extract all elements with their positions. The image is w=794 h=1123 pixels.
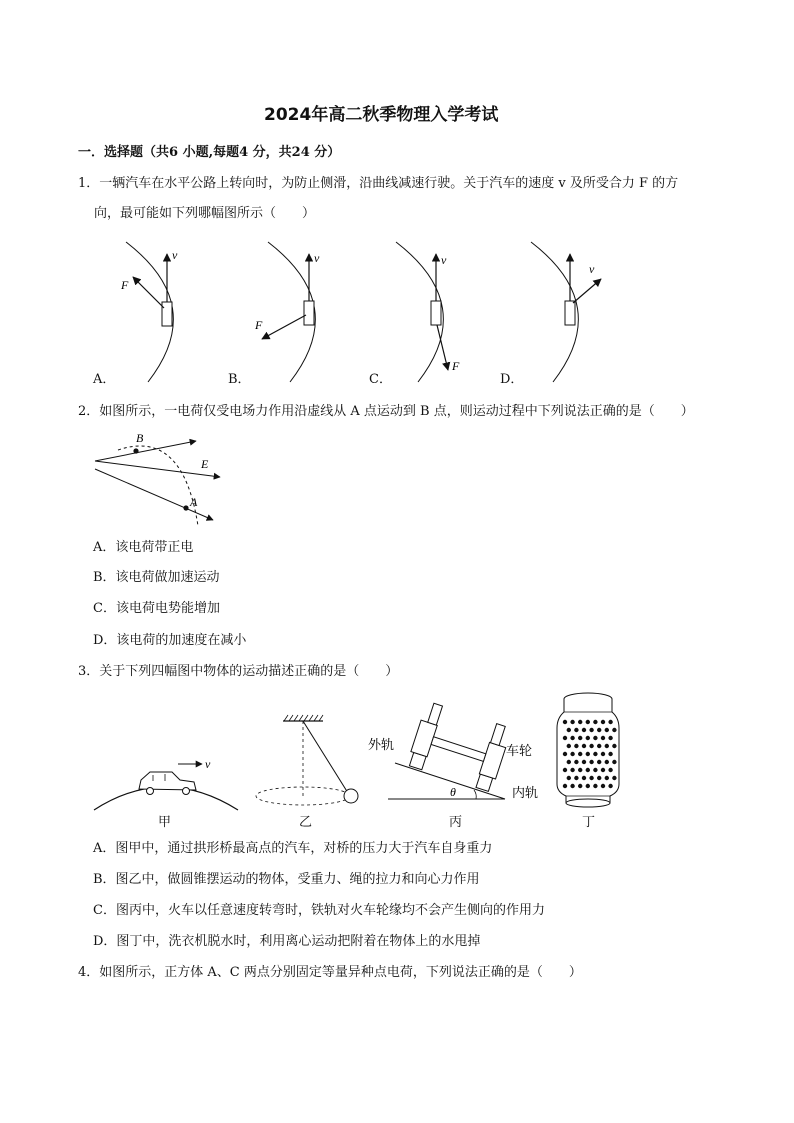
question-3-option-d: D．图丁中，洗衣机脱水时，利用离心运动把附着在物体上的水甩掉 bbox=[93, 934, 481, 949]
q1-c-car bbox=[431, 301, 441, 325]
drum-hole bbox=[567, 744, 571, 748]
q3-caption-ding: 丁 bbox=[582, 815, 596, 830]
drum-hole bbox=[570, 768, 574, 772]
question-3-figures bbox=[80, 685, 640, 835]
drum-hole bbox=[578, 736, 582, 740]
question-1-figures bbox=[0, 230, 794, 430]
drum-hole bbox=[601, 720, 605, 724]
q1-b-car bbox=[304, 301, 314, 325]
drum-hole bbox=[589, 728, 593, 732]
drum-hole bbox=[589, 776, 593, 780]
question-1-option-a: A． bbox=[93, 372, 116, 387]
q1-figure-c bbox=[396, 242, 460, 382]
q1-b-label-f: F bbox=[255, 318, 263, 332]
drum-hole bbox=[608, 736, 612, 740]
drum-hole bbox=[601, 784, 605, 788]
drum-hole bbox=[586, 752, 590, 756]
q1-a-car bbox=[162, 302, 172, 326]
question-3-option-a: A．图甲中，通过拱形桥最高点的汽车，对桥的压力大于汽车自身重力 bbox=[93, 841, 493, 856]
q1-figure-d bbox=[531, 242, 601, 382]
drum-hole bbox=[574, 744, 578, 748]
q1-d-label-v: v bbox=[589, 262, 595, 276]
question-2-stem: 2．如图所示，一电荷仅受电场力作用沿虚线从 A 点运动到 B 点，则运动过程中下列说法正确的是（ ） bbox=[78, 404, 694, 419]
drum-hole bbox=[578, 784, 582, 788]
drum-hole bbox=[563, 784, 567, 788]
drum-hole bbox=[597, 776, 601, 780]
exam-title: 2024年高二秋季物理入学考试 bbox=[264, 105, 499, 125]
drum-hole bbox=[586, 768, 590, 772]
question-1-line-2: 向，最可能如下列哪幅图所示（ ） bbox=[94, 206, 316, 221]
drum-hole bbox=[563, 752, 567, 756]
drum-hole bbox=[612, 776, 616, 780]
question-1-option-b: B． bbox=[228, 372, 251, 387]
q3-car-wheel-front bbox=[183, 788, 190, 795]
drum-hole bbox=[567, 760, 571, 764]
q3-figure-yi bbox=[256, 715, 358, 805]
drum-hole bbox=[593, 752, 597, 756]
drum-hole bbox=[586, 720, 590, 724]
q3-caption-yi: 乙 bbox=[299, 815, 313, 830]
drum-hole bbox=[612, 760, 616, 764]
drum-hole bbox=[574, 776, 578, 780]
drum-hole bbox=[578, 720, 582, 724]
question-3-stem: 3．关于下列四幅图中物体的运动描述正确的是（ ） bbox=[78, 664, 399, 679]
drum-hole bbox=[608, 768, 612, 772]
q1-a-label-v: v bbox=[172, 248, 178, 262]
question-3-option-b: B．图乙中，做圆锥摆运动的物体，受重力、绳的拉力和向心力作用 bbox=[93, 872, 480, 887]
question-1-option-d: D． bbox=[500, 372, 524, 387]
question-2-option-a: A．该电荷带正电 bbox=[93, 540, 194, 555]
drum-hole bbox=[605, 728, 609, 732]
drum-hole bbox=[578, 768, 582, 772]
drum-hole bbox=[608, 720, 612, 724]
drum-hole bbox=[597, 744, 601, 748]
drum-hole bbox=[593, 784, 597, 788]
question-1-option-c: C． bbox=[369, 372, 392, 387]
q3-pendulum-string bbox=[303, 721, 348, 793]
q3-caption-jia: 甲 bbox=[158, 815, 172, 830]
q2-point-b bbox=[133, 448, 138, 453]
drum-hole bbox=[601, 736, 605, 740]
section-heading: 一．选择题（共6 小题,每题4 分，共24 分） bbox=[78, 145, 341, 160]
drum-hole bbox=[567, 776, 571, 780]
drum-hole bbox=[574, 728, 578, 732]
drum-hole bbox=[563, 736, 567, 740]
drum-hole bbox=[605, 776, 609, 780]
drum-hole bbox=[593, 736, 597, 740]
q1-figure-b bbox=[254, 242, 320, 382]
q1-c-label-f: F bbox=[452, 359, 460, 373]
q2-label-a: A bbox=[190, 495, 198, 509]
question-2-figure bbox=[80, 428, 240, 528]
drum-hole bbox=[601, 768, 605, 772]
q1-a-label-f: F bbox=[121, 278, 129, 292]
q3-car-wheel-rear bbox=[147, 788, 154, 795]
question-1-line-1: 1．一辆汽车在水平公路上转向时，为防止侧滑，沿曲线减速行驶。关于汽车的速度 v 及所受合力 F 的方 bbox=[78, 176, 679, 191]
q2-label-e: E bbox=[201, 457, 209, 471]
q3-label-theta: θ bbox=[450, 785, 456, 799]
drum-hole bbox=[586, 784, 590, 788]
q3-figure-bing bbox=[368, 701, 538, 800]
q3-figure-jia bbox=[94, 757, 238, 810]
drum-hole bbox=[582, 744, 586, 748]
drum-hole bbox=[570, 720, 574, 724]
drum-hole bbox=[589, 760, 593, 764]
drum-hole bbox=[570, 736, 574, 740]
drum-hole bbox=[570, 784, 574, 788]
drum-hole bbox=[582, 760, 586, 764]
q1-d-force-arrow bbox=[573, 279, 601, 303]
q3-pendulum-bob bbox=[344, 789, 358, 803]
question-2-option-b: B．该电荷做加速运动 bbox=[93, 570, 220, 585]
drum-hole bbox=[608, 752, 612, 756]
q1-c-label-v: v bbox=[441, 253, 447, 267]
q3-caption-bing: 丙 bbox=[449, 815, 463, 830]
q3-drum-holes bbox=[563, 720, 617, 788]
drum-hole bbox=[589, 744, 593, 748]
drum-hole bbox=[563, 768, 567, 772]
drum-hole bbox=[582, 776, 586, 780]
drum-hole bbox=[586, 736, 590, 740]
drum-hole bbox=[597, 728, 601, 732]
drum-hole bbox=[605, 760, 609, 764]
q1-a-force-arrow bbox=[133, 277, 164, 308]
question-2-option-c: C．该电荷电势能增加 bbox=[93, 601, 220, 616]
drum-hole bbox=[612, 744, 616, 748]
drum-hole bbox=[593, 768, 597, 772]
q1-b-force-arrow bbox=[262, 315, 306, 339]
q3-label-wheel: 车轮 bbox=[506, 743, 533, 758]
drum-hole bbox=[601, 752, 605, 756]
q1-figure-a bbox=[120, 242, 178, 382]
drum-hole bbox=[582, 728, 586, 732]
q3-label-outer-rail: 外轨 bbox=[368, 737, 395, 752]
q2-field-line-top bbox=[95, 441, 196, 461]
drum-hole bbox=[597, 760, 601, 764]
q1-b-label-v: v bbox=[314, 251, 320, 265]
q3-label-v: v bbox=[205, 757, 211, 771]
q2-label-b: B bbox=[136, 431, 144, 445]
question-4-stem: 4．如图所示，正方体 A、C 两点分别固定等量异种点电荷，下列说法正确的是（ ） bbox=[78, 965, 582, 980]
drum-hole bbox=[578, 752, 582, 756]
q3-bridge-arc bbox=[94, 787, 238, 810]
q3-axle bbox=[431, 737, 486, 762]
question-2-option-d: D．该电荷的加速度在减小 bbox=[93, 633, 247, 648]
q3-label-inner-rail: 内轨 bbox=[512, 785, 539, 800]
drum-hole bbox=[608, 784, 612, 788]
drum-hole bbox=[612, 728, 616, 732]
question-3-option-c: C．图丙中，火车以任意速度转弯时，铁轨对火车轮缘均不会产生侧向的作用力 bbox=[93, 903, 545, 918]
drum-hole bbox=[563, 720, 567, 724]
drum-hole bbox=[574, 760, 578, 764]
drum-hole bbox=[567, 728, 571, 732]
q3-angle-arc bbox=[474, 790, 476, 799]
q3-figure-ding bbox=[557, 693, 619, 807]
drum-hole bbox=[570, 752, 574, 756]
drum-hole bbox=[605, 744, 609, 748]
q1-d-car bbox=[565, 301, 575, 325]
drum-hole bbox=[593, 720, 597, 724]
q2-trajectory bbox=[118, 446, 198, 526]
q2-point-a bbox=[183, 505, 188, 510]
